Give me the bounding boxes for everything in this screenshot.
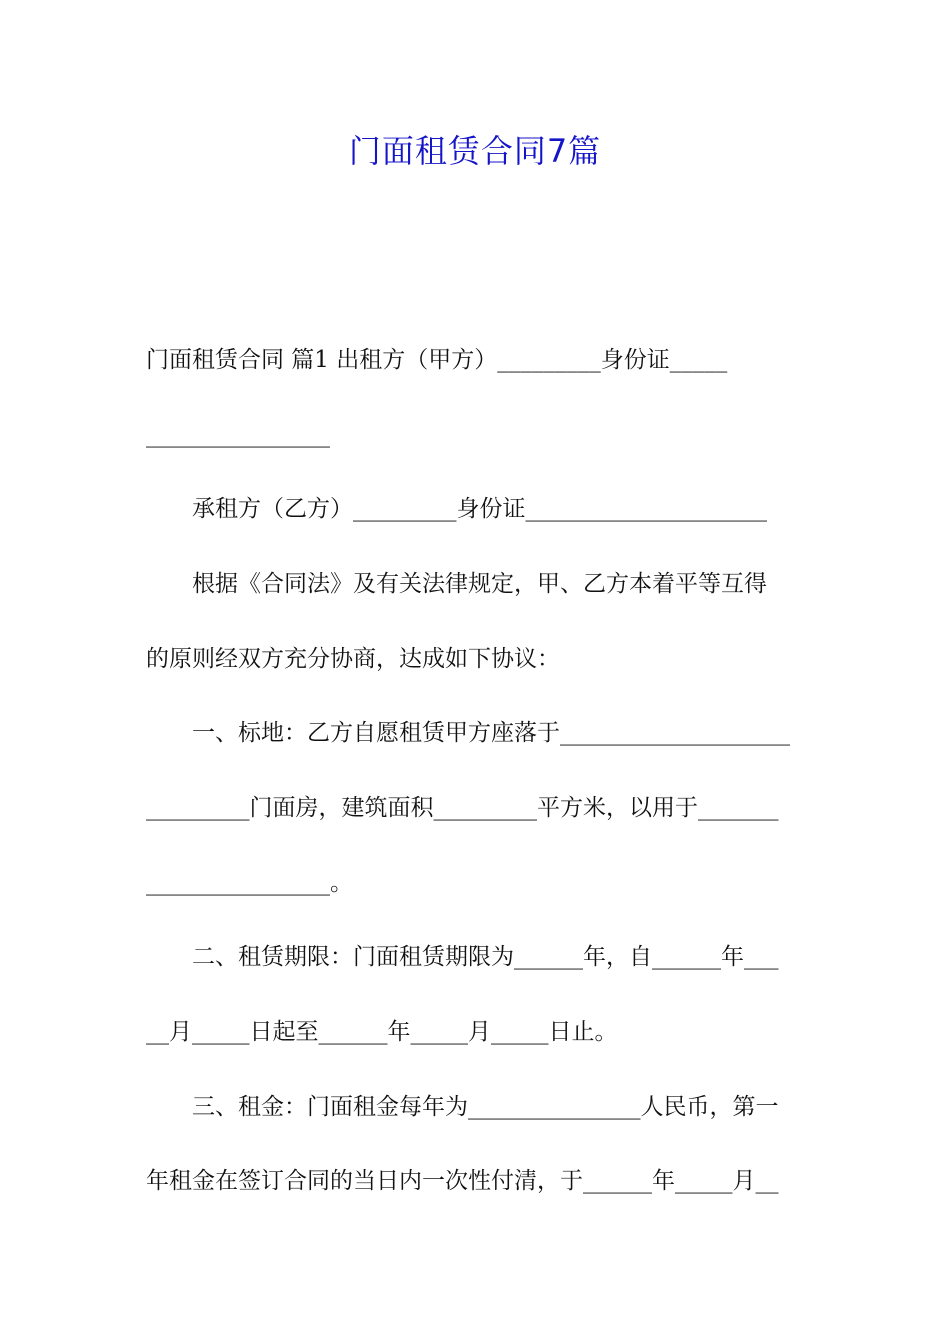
text-line: 门面租赁合同 篇1 出租方（甲方）_________身份证_____: [146, 347, 728, 373]
text-line: _________门面房，建筑面积_________平方米，以用于_______: [146, 795, 779, 821]
text-line: 三、租金：门面租金每年为_______________人民币，第一: [192, 1094, 779, 1120]
text-line: 承租方（乙方）_________身份证_____________________: [192, 496, 767, 522]
text-line: ________________: [146, 422, 330, 448]
text-line: __月_____日起至______年_____月_____日止。: [146, 1019, 618, 1045]
text-line: 一、标地：乙方自愿租赁甲方座落于____________________: [192, 720, 790, 746]
text-line: ________________。: [146, 870, 353, 896]
text-line: 根据《合同法》及有关法律规定，甲、乙方本着平等互得: [192, 571, 767, 597]
document-title: 门面租赁合同7篇: [348, 132, 602, 170]
text-line: 年租金在签订合同的当日内一次性付清，于______年_____月__: [146, 1168, 779, 1194]
text-line: 的原则经双方充分协商，达成如下协议：: [146, 646, 560, 672]
text-line: 二、租赁期限：门面租赁期限为______年，自______年___: [192, 944, 779, 970]
